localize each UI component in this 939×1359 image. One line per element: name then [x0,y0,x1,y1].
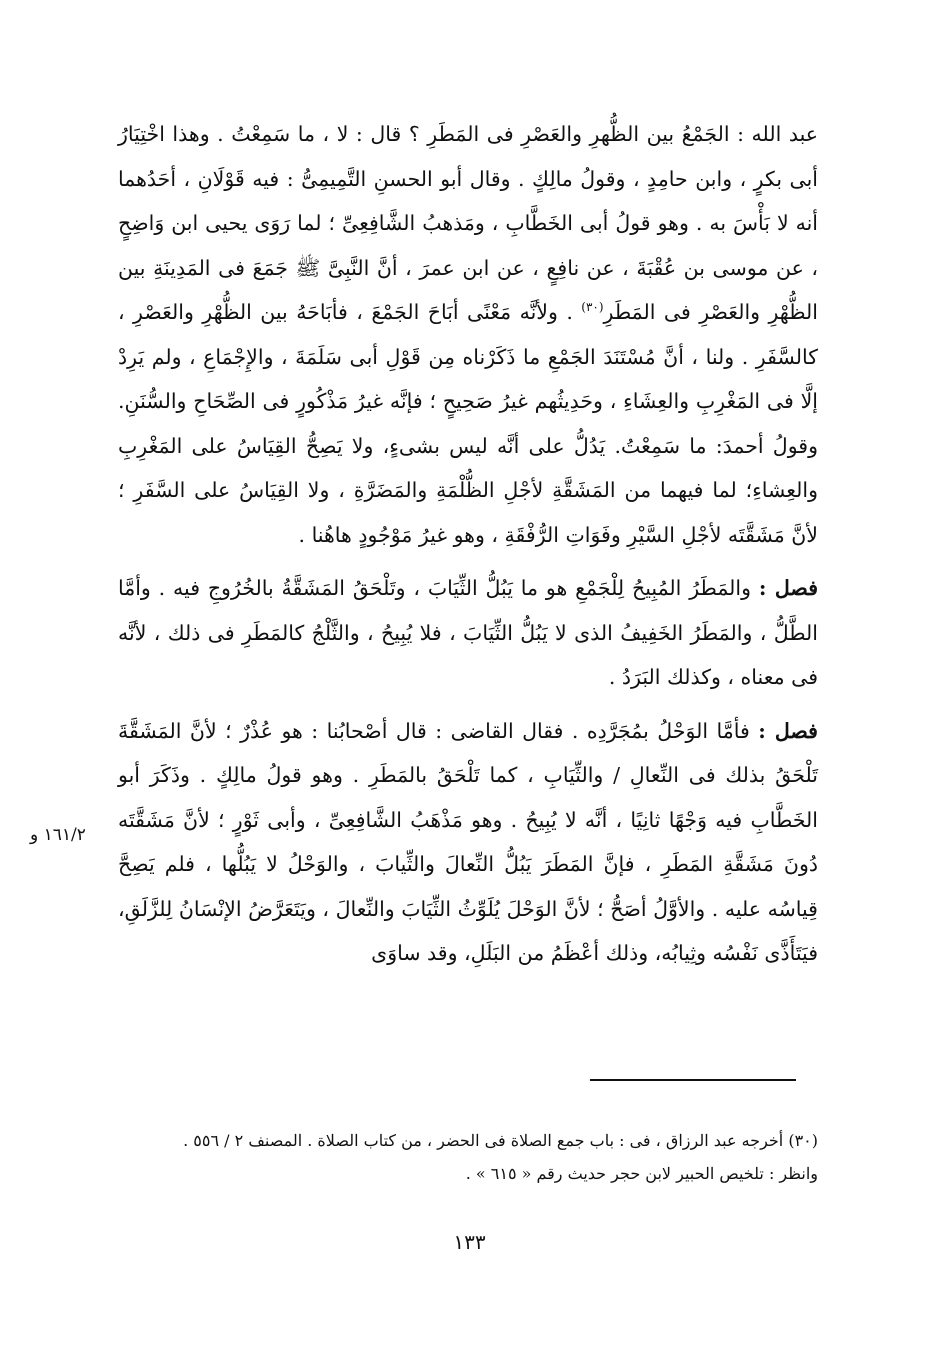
section-heading-fasl: فصل : [758,718,818,743]
footnote-30-continued: وانظر : تلخيص الحبير لابن حجر حديث رقم « ٦١٥ » . [465,1164,818,1183]
main-text [118,112,818,976]
section-heading-fasl: فصل : [758,576,818,600]
paragraph-1-text-continued: . ولأنَّه مَعْنًى أبَاحَ الجَمْعَ ، فأبَاحَهُ بين الظُّهْرِ والعَصْرِ ، كالسَّفَرِ . ولنا ، أنَّ مُسْتَنَدَ الجَمْعِ ما ذَكَرْناه مِن قَوْلِ أبى سَلَمَةَ ، والإِجْمَاعِ ، ولم يَرِدْ إلَّا فى المَغْرِبِ والعِشَاءِ ، وحَدِيثُهم غيرُ صَحِيحٍ ؛ فإنَّه غيرُ مَذْكُورٍ فى الصِّحَاحِ والسُّنَنِ. وقولُ أحمدَ: ما سَمِعْتُ. يَدُلُّ على أنَّه ليس بشىءٍ، ولا يَصِحُّ القِيَاسُ على المَغْرِبِ والعِشاءِ؛ لما فيهما من المَشَقَّةِ لأجْلِ الظُّلْمَةِ والمَضَرَّةِ ، ولا القِيَاسُ على السَّفَرِ ؛ لأنَّ مَشَقَّتَه لأجْلِ السَّيْرِ وفَوَاتِ الرُّفْقَةِ ، وهو غيرُ مَوْجُودٍ هاهُنا . [118,300,818,547]
paragraph-3-text: فأمَّا الوَحْلُ بمُجَرَّدِه . فقال القاضى : قال أصْحابُنا : هو عُذْرٌ ؛ لأنَّ المَشَقَّةَ تَلْحَقُ بذلك فى النِّعالِ / والثِّيَابِ ، كما تَلْحَقُ بالمَطَرِ . وهو قولُ مالِكٍ . وذَكَرَ أبو الخَطَّابِ فيه وَجْهًا ثانِيًا ، أنَّه لا يُبِيحُ . وهو مَذْهَبُ الشَّافِعِىِّ ، وأبى ثَوْرٍ ؛ لأنَّ مَشَقَّتَه دُونَ مَشَقَّةِ المَطَرِ ، فإنَّ المَطَرَ يَبُلُّ النِّعالَ والثِّيابَ ، والوَحْلُ لا يَبُلُّها ، فلم يَصِحَّ قِياسُه عليه . والأوَّلُ أصَحُّ ؛ لأنَّ الوَحْلَ يُلَوِّثُ الثِّيَابَ والنِّعالَ ، ويَتَعَرَّضُ الإنْسَانُ لِلزَّلَقِ، فيَتَأَذَّى نَفْسُه وثِيابُه، وذلك أعْظَمُ من البَلَلِ، وقد ساوَى [118,718,818,965]
paragraph-2-text: والمَطَرُ المُبِيحُ لِلْجَمْعِ هو ما يَبُلُّ الثِّيَابَ ، وتَلْحَقُ المَشَقَّةُ بالخُرُوجِ فيه . وأمَّا الطَّلُّ ، والمَطَرُ الخَفِيفُ الذى لا يَبُلُّ الثِّيَابَ ، فلا يُبِيحُ ، والثَّلْجُ كالمَطَرِ فى ذلك ، لأنَّه فى معناه ، وكذلك البَرَدُ . [118,576,818,689]
footnotes [118,1124,818,1190]
paragraph-2 [118,566,818,700]
page-number: ١٣٣ [453,1230,486,1254]
manuscript-folio-marker: ١٦١/٢ و [30,825,86,845]
paragraph-3 [118,709,818,976]
footnote-30: (٣٠) أخرجه عبد الرزاق ، فى : باب جمع الصلاة فى الحضر ، من كتاب الصلاة . المصنف ٢ / ٥٥٦ . [183,1131,818,1150]
paragraph-1-text: عبد الله : الجَمْعُ بين الظُّهرِ والعَصْرِ فى المَطَرِ ؟ قال : لا ، ما سَمِعْتُ . وهذا اخْتِيَارُ أبى بكرٍ ، وابن حامِدٍ ، وقولُ مالِكٍ . وقال أبو الحسنِ التَّمِيمِىُّ : فيه قَوْلَانِ ، أحَدُهما أنه لا بَأْسَ به . وهو قولُ أبى الخَطَّابِ ، ومَذهبُ الشَّافِعِىِّ ؛ لما رَوَى يحيى ابن وَاضِحٍ ، عن موسى بن عُقْبَةَ ، عن نافِعٍ ، عن ابن عمرَ ، أنَّ النَّبِىَّ ﷺ جَمَعَ فى المَدِينَةِ بين الظُّهْرِ والعَصْرِ فى المَطَرِ [118,122,818,324]
footnote-reference-30: (٣٠) [581,300,604,315]
paragraph-1 [118,112,818,557]
footnote-divider [590,1079,796,1081]
